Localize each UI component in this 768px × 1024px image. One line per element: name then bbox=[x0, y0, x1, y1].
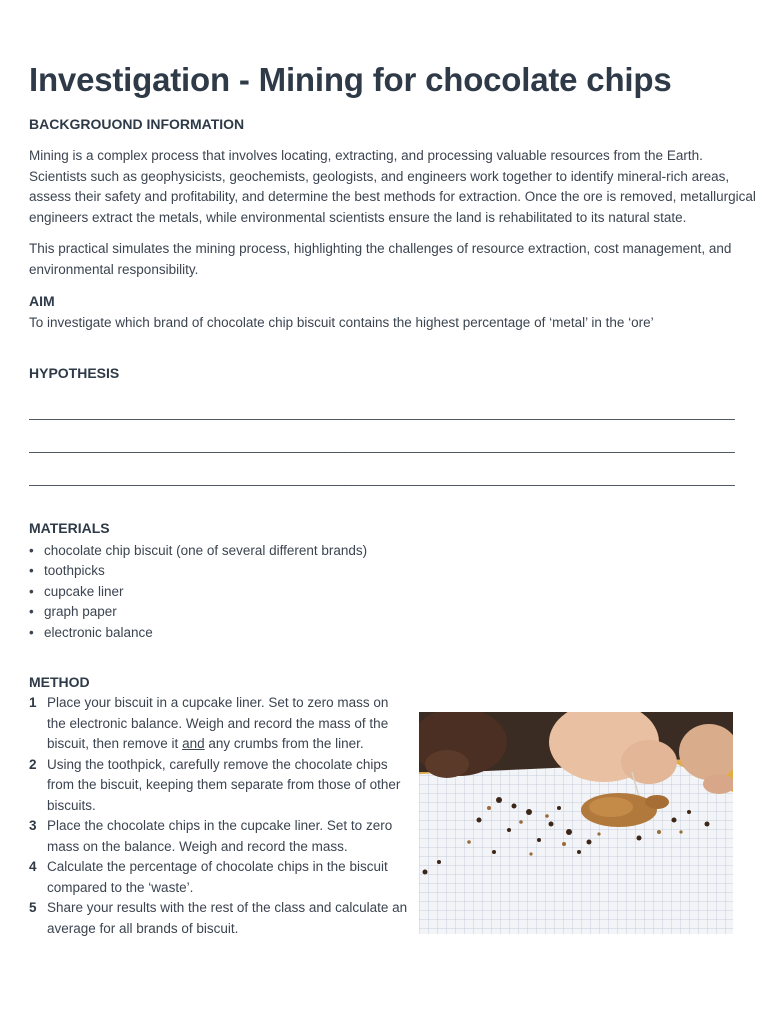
method-step bbox=[29, 755, 409, 817]
materials-heading: MATERIALS bbox=[29, 519, 110, 536]
step-text: Place the chocolate chips in the cupcake liner. Set to zero mass on the balance. Weigh and record the mass. bbox=[47, 818, 393, 854]
page-title: Investigation - Mining for chocolate chips bbox=[29, 61, 672, 98]
aim-heading: AIM bbox=[29, 293, 55, 309]
bullet-icon: • bbox=[29, 583, 34, 599]
list-item bbox=[29, 623, 757, 644]
list-item bbox=[29, 541, 757, 562]
step-text-underlined: and bbox=[182, 736, 205, 751]
hypothesis-heading: HYPOTHESIS bbox=[29, 364, 120, 381]
step-number: 3 bbox=[29, 818, 37, 833]
method-section bbox=[29, 693, 757, 939]
step-number: 2 bbox=[29, 756, 37, 772]
bullet-icon: • bbox=[29, 542, 34, 558]
step-text: any crumbs from the liner. bbox=[204, 736, 364, 751]
hypothesis-answer-line[interactable]: ______________________________________________________________________________________________ bbox=[29, 404, 735, 420]
method-heading: METHOD bbox=[29, 674, 90, 690]
list-item-label: toothpicks bbox=[44, 563, 105, 578]
step-number: 1 bbox=[29, 695, 37, 710]
bullet-icon: • bbox=[29, 624, 34, 640]
materials-list bbox=[29, 541, 757, 644]
list-item-label: electronic balance bbox=[44, 624, 153, 640]
step-text: Using the toothpick, carefully remove the chocolate chips from the biscuit, keeping them separate from those of other biscuits. bbox=[47, 756, 401, 813]
step-text: Place your biscuit in a cupcake liner. Set to zero mass on the electronic balance. Weigh and record the mass of the biscuit, then remove it bbox=[47, 695, 389, 751]
step-text: Share your results with the rest of the class and calculate an average for all brands of biscuit. bbox=[47, 900, 408, 936]
list-item bbox=[29, 561, 757, 582]
hypothesis-answer-lines bbox=[29, 396, 757, 495]
list-item-label: chocolate chip biscuit (one of several different brands) bbox=[44, 542, 368, 558]
method-step bbox=[29, 898, 409, 939]
biscuit-mining-photo bbox=[419, 712, 733, 934]
list-item bbox=[29, 582, 757, 603]
hypothesis-answer-line[interactable]: ______________________________________________________________________________________________ bbox=[29, 437, 735, 453]
list-item-label: graph paper bbox=[44, 604, 117, 619]
background-heading: BACKGROUOND INFORMATION bbox=[29, 116, 245, 132]
photo-illustration bbox=[419, 712, 733, 934]
step-number: 5 bbox=[29, 900, 37, 915]
method-step bbox=[29, 693, 409, 755]
bullet-icon: • bbox=[29, 563, 34, 578]
background-paragraph-1: Mining is a complex process that involves locating, extracting, and processing valuable resources from the Earth. Scientists such as geophysicists, geochemists, geologists, and engineers work together to identify mineral-rich areas, assess their safety and profitability, and determine the best methods for extraction. Once the ore is removed, metallurgical engineers extract the metals, while environmental scientists ensure the land is rehabilitated to its natural state. bbox=[29, 148, 756, 225]
method-step bbox=[29, 857, 409, 898]
hypothesis-answer-line[interactable]: ______________________________________________________________________________________________ bbox=[29, 470, 735, 486]
aim-text: To investigate which brand of chocolate chip biscuit contains the highest percentage of ‘metal’ in the ‘ore’ bbox=[29, 315, 654, 330]
worksheet-page bbox=[29, 58, 757, 939]
background-paragraph-2: This practical simulates the mining process, highlighting the challenges of resource extraction, cost management, and environmental responsibility. bbox=[29, 241, 732, 277]
list-item bbox=[29, 602, 757, 623]
list-item-label: cupcake liner bbox=[44, 583, 124, 599]
step-text: Calculate the percentage of chocolate chips in the biscuit compared to the ‘waste’. bbox=[47, 859, 388, 895]
method-steps bbox=[29, 693, 409, 939]
bullet-icon: • bbox=[29, 604, 34, 619]
method-step bbox=[29, 816, 409, 857]
step-number: 4 bbox=[29, 859, 37, 874]
